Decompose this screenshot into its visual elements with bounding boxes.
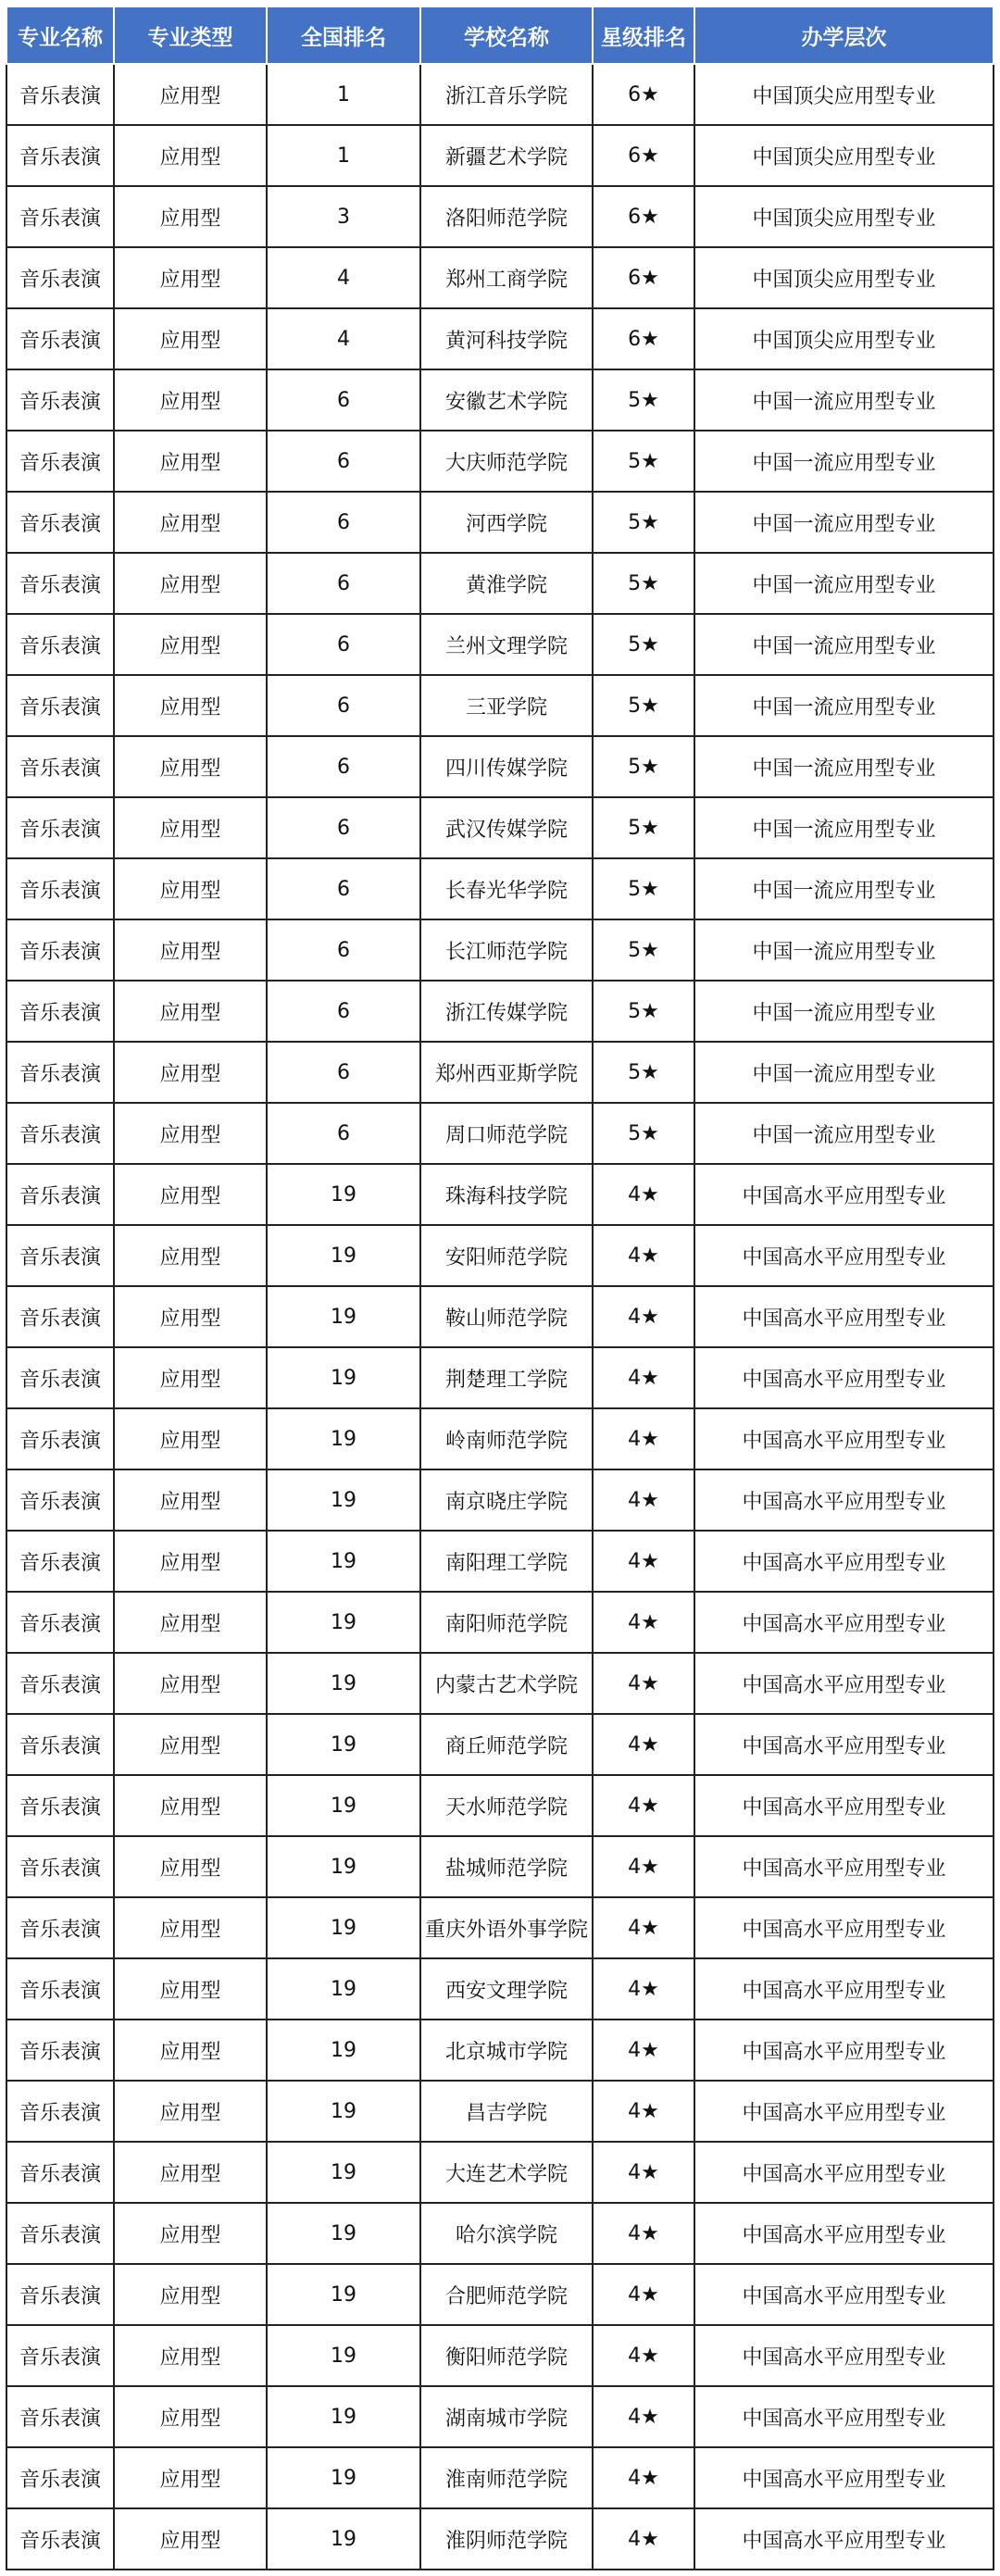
table-row <box>6 308 994 369</box>
cell-major-type: 应用型 <box>114 1836 267 1897</box>
cell-school-name: 淮南师范学院 <box>420 2447 593 2508</box>
cell-major-name: 音乐表演 <box>6 1286 114 1347</box>
cell-star-rank: 4★ <box>593 2020 694 2081</box>
cell-star-rank: 4★ <box>593 1714 694 1775</box>
cell-school-name: 南阳师范学院 <box>420 1592 593 1653</box>
cell-major-name: 音乐表演 <box>6 919 114 981</box>
table-row <box>6 1653 994 1714</box>
table-row <box>6 64 994 125</box>
cell-star-rank: 5★ <box>593 797 694 858</box>
cell-national-rank: 6 <box>267 981 420 1042</box>
cell-star-rank: 5★ <box>593 492 694 553</box>
cell-star-rank: 4★ <box>593 2325 694 2386</box>
cell-star-rank: 4★ <box>593 2447 694 2508</box>
cell-major-type: 应用型 <box>114 2203 267 2264</box>
cell-level: 中国高水平应用型专业 <box>694 1714 994 1775</box>
cell-major-type: 应用型 <box>114 247 267 308</box>
cell-star-rank: 6★ <box>593 308 694 369</box>
cell-major-type: 应用型 <box>114 2081 267 2142</box>
cell-star-rank: 4★ <box>593 2386 694 2447</box>
cell-major-type: 应用型 <box>114 125 267 186</box>
cell-school-name: 西安文理学院 <box>420 1958 593 2020</box>
cell-major-type: 应用型 <box>114 1653 267 1714</box>
table-row <box>6 1164 994 1225</box>
cell-star-rank: 5★ <box>593 431 694 492</box>
table-row <box>6 247 994 308</box>
cell-major-type: 应用型 <box>114 1592 267 1653</box>
cell-major-name: 音乐表演 <box>6 1958 114 2020</box>
cell-star-rank: 5★ <box>593 1042 694 1103</box>
cell-major-name: 音乐表演 <box>6 2508 114 2570</box>
cell-national-rank: 19 <box>267 2325 420 2386</box>
cell-national-rank: 6 <box>267 1103 420 1164</box>
cell-major-type: 应用型 <box>114 1164 267 1225</box>
cell-level: 中国高水平应用型专业 <box>694 2325 994 2386</box>
cell-major-type: 应用型 <box>114 2142 267 2203</box>
cell-star-rank: 4★ <box>593 2264 694 2325</box>
cell-national-rank: 19 <box>267 1225 420 1286</box>
cell-star-rank: 5★ <box>593 858 694 919</box>
cell-major-name: 音乐表演 <box>6 125 114 186</box>
header-major-type: 专业类型 <box>114 6 267 64</box>
cell-national-rank: 19 <box>267 1408 420 1469</box>
cell-level: 中国高水平应用型专业 <box>694 1347 994 1408</box>
cell-level: 中国一流应用型专业 <box>694 736 994 797</box>
cell-major-name: 音乐表演 <box>6 1775 114 1836</box>
cell-star-rank: 4★ <box>593 1347 694 1408</box>
cell-level: 中国高水平应用型专业 <box>694 2020 994 2081</box>
cell-level: 中国高水平应用型专业 <box>694 2264 994 2325</box>
table-row <box>6 369 994 431</box>
cell-school-name: 南京晓庄学院 <box>420 1469 593 1531</box>
table-row <box>6 1286 994 1347</box>
cell-level: 中国一流应用型专业 <box>694 919 994 981</box>
table-row <box>6 2142 994 2203</box>
cell-major-name: 音乐表演 <box>6 64 114 125</box>
cell-school-name: 周口师范学院 <box>420 1103 593 1164</box>
cell-school-name: 商丘师范学院 <box>420 1714 593 1775</box>
cell-level: 中国高水平应用型专业 <box>694 2142 994 2203</box>
cell-major-name: 音乐表演 <box>6 736 114 797</box>
cell-major-name: 音乐表演 <box>6 614 114 675</box>
cell-major-type: 应用型 <box>114 614 267 675</box>
cell-level: 中国一流应用型专业 <box>694 492 994 553</box>
cell-major-type: 应用型 <box>114 369 267 431</box>
cell-level: 中国高水平应用型专业 <box>694 1531 994 1592</box>
cell-school-name: 岭南师范学院 <box>420 1408 593 1469</box>
cell-school-name: 安阳师范学院 <box>420 1225 593 1286</box>
cell-star-rank: 5★ <box>593 919 694 981</box>
cell-major-type: 应用型 <box>114 981 267 1042</box>
table-row <box>6 1714 994 1775</box>
cell-major-type: 应用型 <box>114 858 267 919</box>
cell-major-type: 应用型 <box>114 1042 267 1103</box>
cell-level: 中国顶尖应用型专业 <box>694 308 994 369</box>
cell-level: 中国高水平应用型专业 <box>694 1164 994 1225</box>
cell-star-rank: 4★ <box>593 1653 694 1714</box>
cell-major-name: 音乐表演 <box>6 2386 114 2447</box>
cell-major-name: 音乐表演 <box>6 1408 114 1469</box>
cell-major-name: 音乐表演 <box>6 1531 114 1592</box>
cell-school-name: 北京城市学院 <box>420 2020 593 2081</box>
table-row <box>6 1775 994 1836</box>
table-row <box>6 919 994 981</box>
cell-major-type: 应用型 <box>114 1347 267 1408</box>
cell-star-rank: 4★ <box>593 1225 694 1286</box>
cell-major-name: 音乐表演 <box>6 369 114 431</box>
cell-school-name: 浙江传媒学院 <box>420 981 593 1042</box>
table-header <box>6 6 994 64</box>
cell-level: 中国一流应用型专业 <box>694 1042 994 1103</box>
table-row <box>6 2081 994 2142</box>
cell-national-rank: 19 <box>267 2447 420 2508</box>
cell-level: 中国顶尖应用型专业 <box>694 186 994 247</box>
cell-major-name: 音乐表演 <box>6 2203 114 2264</box>
cell-national-rank: 19 <box>267 1775 420 1836</box>
cell-major-name: 音乐表演 <box>6 1592 114 1653</box>
cell-level: 中国高水平应用型专业 <box>694 1286 994 1347</box>
cell-major-type: 应用型 <box>114 1408 267 1469</box>
cell-major-name: 音乐表演 <box>6 2142 114 2203</box>
cell-school-name: 兰州文理学院 <box>420 614 593 675</box>
cell-star-rank: 6★ <box>593 186 694 247</box>
cell-major-name: 音乐表演 <box>6 2081 114 2142</box>
cell-major-type: 应用型 <box>114 1775 267 1836</box>
cell-level: 中国一流应用型专业 <box>694 1103 994 1164</box>
table-row <box>6 1958 994 2020</box>
cell-star-rank: 4★ <box>593 1592 694 1653</box>
header-national-rank: 全国排名 <box>267 6 420 64</box>
cell-level: 中国高水平应用型专业 <box>694 1469 994 1531</box>
cell-national-rank: 19 <box>267 1164 420 1225</box>
cell-national-rank: 6 <box>267 492 420 553</box>
cell-national-rank: 6 <box>267 1042 420 1103</box>
table-row <box>6 2386 994 2447</box>
cell-school-name: 长江师范学院 <box>420 919 593 981</box>
cell-national-rank: 19 <box>267 2386 420 2447</box>
table-row <box>6 2203 994 2264</box>
cell-star-rank: 4★ <box>593 2508 694 2570</box>
cell-major-type: 应用型 <box>114 186 267 247</box>
cell-star-rank: 5★ <box>593 614 694 675</box>
cell-major-type: 应用型 <box>114 1958 267 2020</box>
table-row <box>6 125 994 186</box>
cell-national-rank: 19 <box>267 1531 420 1592</box>
cell-level: 中国高水平应用型专业 <box>694 1225 994 1286</box>
table-row <box>6 1408 994 1469</box>
cell-school-name: 合肥师范学院 <box>420 2264 593 2325</box>
cell-school-name: 郑州工商学院 <box>420 247 593 308</box>
cell-level: 中国顶尖应用型专业 <box>694 125 994 186</box>
cell-school-name: 浙江音乐学院 <box>420 64 593 125</box>
table-row <box>6 2264 994 2325</box>
table-row <box>6 1836 994 1897</box>
cell-star-rank: 4★ <box>593 1775 694 1836</box>
cell-national-rank: 19 <box>267 1836 420 1897</box>
cell-star-rank: 6★ <box>593 64 694 125</box>
cell-level: 中国高水平应用型专业 <box>694 2447 994 2508</box>
cell-major-name: 音乐表演 <box>6 1103 114 1164</box>
cell-school-name: 安徽艺术学院 <box>420 369 593 431</box>
cell-level: 中国高水平应用型专业 <box>694 1408 994 1469</box>
cell-level: 中国一流应用型专业 <box>694 553 994 614</box>
cell-major-type: 应用型 <box>114 553 267 614</box>
cell-level: 中国一流应用型专业 <box>694 431 994 492</box>
ranking-table <box>6 6 994 2570</box>
cell-major-name: 音乐表演 <box>6 675 114 736</box>
cell-major-name: 音乐表演 <box>6 1836 114 1897</box>
cell-major-type: 应用型 <box>114 1103 267 1164</box>
cell-star-rank: 5★ <box>593 1103 694 1164</box>
table-body <box>6 64 994 2570</box>
cell-national-rank: 19 <box>267 2142 420 2203</box>
cell-school-name: 重庆外语外事学院 <box>420 1897 593 1958</box>
cell-level: 中国顶尖应用型专业 <box>694 247 994 308</box>
cell-major-name: 音乐表演 <box>6 247 114 308</box>
cell-major-type: 应用型 <box>114 675 267 736</box>
cell-star-rank: 5★ <box>593 981 694 1042</box>
cell-major-name: 音乐表演 <box>6 1164 114 1225</box>
cell-major-name: 音乐表演 <box>6 858 114 919</box>
header-star-rank: 星级排名 <box>593 6 694 64</box>
cell-level: 中国高水平应用型专业 <box>694 1592 994 1653</box>
cell-school-name: 南阳理工学院 <box>420 1531 593 1592</box>
header-level: 办学层次 <box>694 6 994 64</box>
table-row <box>6 981 994 1042</box>
cell-national-rank: 6 <box>267 369 420 431</box>
cell-school-name: 鞍山师范学院 <box>420 1286 593 1347</box>
cell-major-type: 应用型 <box>114 1531 267 1592</box>
cell-school-name: 新疆艺术学院 <box>420 125 593 186</box>
table-row <box>6 2020 994 2081</box>
table-row <box>6 614 994 675</box>
cell-major-type: 应用型 <box>114 1714 267 1775</box>
cell-major-name: 音乐表演 <box>6 1469 114 1531</box>
cell-star-rank: 4★ <box>593 1531 694 1592</box>
cell-national-rank: 6 <box>267 675 420 736</box>
cell-star-rank: 4★ <box>593 1836 694 1897</box>
cell-major-type: 应用型 <box>114 1897 267 1958</box>
cell-major-type: 应用型 <box>114 1469 267 1531</box>
cell-school-name: 哈尔滨学院 <box>420 2203 593 2264</box>
cell-national-rank: 19 <box>267 1958 420 2020</box>
cell-star-rank: 4★ <box>593 1164 694 1225</box>
cell-major-type: 应用型 <box>114 308 267 369</box>
cell-major-type: 应用型 <box>114 736 267 797</box>
cell-national-rank: 6 <box>267 736 420 797</box>
table-row <box>6 431 994 492</box>
cell-school-name: 河西学院 <box>420 492 593 553</box>
cell-national-rank: 19 <box>267 2508 420 2570</box>
cell-major-type: 应用型 <box>114 64 267 125</box>
cell-national-rank: 6 <box>267 858 420 919</box>
cell-school-name: 天水师范学院 <box>420 1775 593 1836</box>
header-row <box>6 6 994 64</box>
cell-star-rank: 4★ <box>593 2142 694 2203</box>
cell-school-name: 大连艺术学院 <box>420 2142 593 2203</box>
cell-national-rank: 19 <box>267 1592 420 1653</box>
header-major-name: 专业名称 <box>6 6 114 64</box>
cell-star-rank: 6★ <box>593 247 694 308</box>
cell-level: 中国高水平应用型专业 <box>694 1836 994 1897</box>
cell-national-rank: 19 <box>267 2203 420 2264</box>
cell-school-name: 衡阳师范学院 <box>420 2325 593 2386</box>
cell-star-rank: 4★ <box>593 2203 694 2264</box>
table-row <box>6 675 994 736</box>
cell-major-type: 应用型 <box>114 2508 267 2570</box>
cell-major-type: 应用型 <box>114 2447 267 2508</box>
cell-star-rank: 4★ <box>593 1958 694 2020</box>
cell-school-name: 盐城师范学院 <box>420 1836 593 1897</box>
table-row <box>6 492 994 553</box>
cell-major-name: 音乐表演 <box>6 2264 114 2325</box>
cell-school-name: 昌吉学院 <box>420 2081 593 2142</box>
cell-star-rank: 5★ <box>593 369 694 431</box>
cell-star-rank: 5★ <box>593 736 694 797</box>
cell-national-rank: 19 <box>267 1653 420 1714</box>
cell-major-name: 音乐表演 <box>6 1653 114 1714</box>
cell-school-name: 长春光华学院 <box>420 858 593 919</box>
cell-star-rank: 5★ <box>593 553 694 614</box>
cell-national-rank: 1 <box>267 64 420 125</box>
cell-major-name: 音乐表演 <box>6 797 114 858</box>
cell-national-rank: 19 <box>267 1897 420 1958</box>
cell-national-rank: 19 <box>267 2020 420 2081</box>
cell-level: 中国高水平应用型专业 <box>694 1653 994 1714</box>
cell-national-rank: 3 <box>267 186 420 247</box>
cell-major-name: 音乐表演 <box>6 2447 114 2508</box>
cell-national-rank: 4 <box>267 247 420 308</box>
cell-star-rank: 4★ <box>593 1408 694 1469</box>
cell-star-rank: 5★ <box>593 675 694 736</box>
cell-level: 中国高水平应用型专业 <box>694 2508 994 2570</box>
cell-star-rank: 4★ <box>593 1286 694 1347</box>
cell-national-rank: 1 <box>267 125 420 186</box>
cell-level: 中国高水平应用型专业 <box>694 1897 994 1958</box>
cell-major-type: 应用型 <box>114 2020 267 2081</box>
ranking-table-container <box>6 6 993 2570</box>
cell-national-rank: 19 <box>267 1347 420 1408</box>
cell-level: 中国一流应用型专业 <box>694 614 994 675</box>
cell-major-type: 应用型 <box>114 797 267 858</box>
cell-major-name: 音乐表演 <box>6 553 114 614</box>
cell-major-type: 应用型 <box>114 1225 267 1286</box>
cell-school-name: 郑州西亚斯学院 <box>420 1042 593 1103</box>
table-row <box>6 1042 994 1103</box>
table-row <box>6 858 994 919</box>
cell-school-name: 洛阳师范学院 <box>420 186 593 247</box>
cell-national-rank: 19 <box>267 2081 420 2142</box>
cell-major-type: 应用型 <box>114 2386 267 2447</box>
cell-school-name: 三亚学院 <box>420 675 593 736</box>
cell-school-name: 黄淮学院 <box>420 553 593 614</box>
cell-national-rank: 6 <box>267 797 420 858</box>
cell-major-name: 音乐表演 <box>6 1347 114 1408</box>
cell-level: 中国一流应用型专业 <box>694 675 994 736</box>
table-row <box>6 797 994 858</box>
cell-level: 中国高水平应用型专业 <box>694 2386 994 2447</box>
cell-national-rank: 19 <box>267 1714 420 1775</box>
cell-major-name: 音乐表演 <box>6 1225 114 1286</box>
table-row <box>6 2447 994 2508</box>
cell-star-rank: 4★ <box>593 1897 694 1958</box>
cell-national-rank: 6 <box>267 431 420 492</box>
table-row <box>6 1347 994 1408</box>
cell-school-name: 内蒙古艺术学院 <box>420 1653 593 1714</box>
header-school-name: 学校名称 <box>420 6 593 64</box>
table-row <box>6 186 994 247</box>
table-row <box>6 1225 994 1286</box>
cell-school-name: 荆楚理工学院 <box>420 1347 593 1408</box>
cell-major-name: 音乐表演 <box>6 1897 114 1958</box>
cell-star-rank: 4★ <box>593 2081 694 2142</box>
cell-major-name: 音乐表演 <box>6 2020 114 2081</box>
table-row <box>6 1592 994 1653</box>
cell-major-type: 应用型 <box>114 1286 267 1347</box>
cell-major-name: 音乐表演 <box>6 431 114 492</box>
cell-level: 中国高水平应用型专业 <box>694 2203 994 2264</box>
cell-national-rank: 4 <box>267 308 420 369</box>
table-row <box>6 2325 994 2386</box>
cell-major-type: 应用型 <box>114 2325 267 2386</box>
table-row <box>6 1469 994 1531</box>
cell-national-rank: 6 <box>267 614 420 675</box>
cell-school-name: 黄河科技学院 <box>420 308 593 369</box>
table-row <box>6 553 994 614</box>
cell-major-name: 音乐表演 <box>6 1714 114 1775</box>
cell-national-rank: 19 <box>267 1469 420 1531</box>
cell-level: 中国一流应用型专业 <box>694 369 994 431</box>
cell-major-type: 应用型 <box>114 492 267 553</box>
cell-major-name: 音乐表演 <box>6 308 114 369</box>
table-row <box>6 736 994 797</box>
cell-school-name: 武汉传媒学院 <box>420 797 593 858</box>
cell-major-name: 音乐表演 <box>6 981 114 1042</box>
cell-major-type: 应用型 <box>114 2264 267 2325</box>
table-row <box>6 1103 994 1164</box>
cell-national-rank: 19 <box>267 2264 420 2325</box>
cell-level: 中国高水平应用型专业 <box>694 1775 994 1836</box>
table-row <box>6 1531 994 1592</box>
cell-level: 中国高水平应用型专业 <box>694 1958 994 2020</box>
cell-national-rank: 6 <box>267 919 420 981</box>
cell-major-type: 应用型 <box>114 919 267 981</box>
cell-star-rank: 6★ <box>593 125 694 186</box>
cell-school-name: 大庆师范学院 <box>420 431 593 492</box>
cell-major-name: 音乐表演 <box>6 186 114 247</box>
cell-major-name: 音乐表演 <box>6 492 114 553</box>
cell-school-name: 珠海科技学院 <box>420 1164 593 1225</box>
cell-national-rank: 19 <box>267 1286 420 1347</box>
table-row <box>6 2508 994 2570</box>
cell-school-name: 湖南城市学院 <box>420 2386 593 2447</box>
cell-school-name: 淮阴师范学院 <box>420 2508 593 2570</box>
cell-major-type: 应用型 <box>114 431 267 492</box>
cell-level: 中国一流应用型专业 <box>694 858 994 919</box>
cell-school-name: 四川传媒学院 <box>420 736 593 797</box>
cell-major-name: 音乐表演 <box>6 1042 114 1103</box>
cell-national-rank: 6 <box>267 553 420 614</box>
cell-star-rank: 4★ <box>593 1469 694 1531</box>
table-row <box>6 1897 994 1958</box>
cell-level: 中国一流应用型专业 <box>694 797 994 858</box>
cell-level: 中国顶尖应用型专业 <box>694 64 994 125</box>
cell-major-name: 音乐表演 <box>6 2325 114 2386</box>
cell-level: 中国一流应用型专业 <box>694 981 994 1042</box>
cell-level: 中国高水平应用型专业 <box>694 2081 994 2142</box>
